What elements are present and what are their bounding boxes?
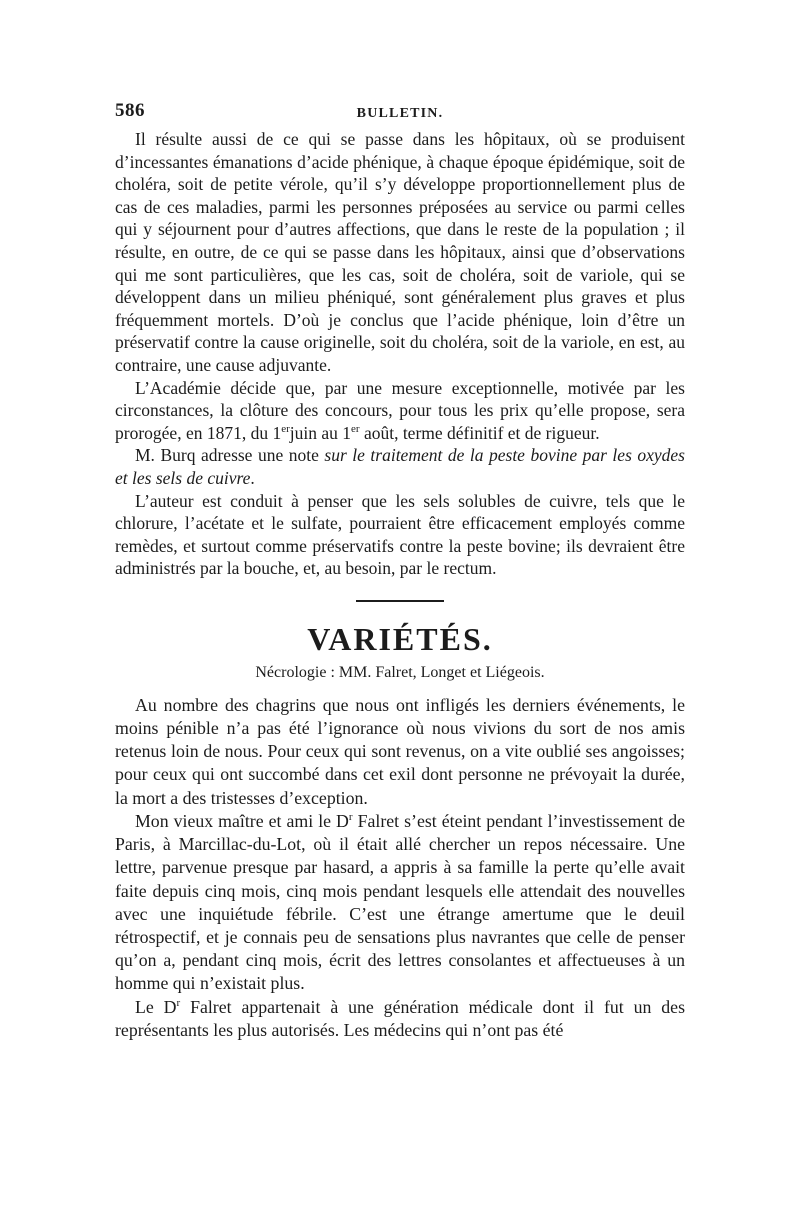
page-number: 586 bbox=[115, 100, 145, 121]
paragraph-phenic-acid: Il résulte aussi de ce qui se passe dans les hôpitaux, où se produisent d’incessantes émanations d’acide phénique, à chaque époque épidémique, soit de choléra, soit de petite vérole, qu’il s’y développe proportionnellement plus de cas de ces maladies, parmi les personnes préposées au service ou parmi celles qui y séjournent pour d’autres affections, que dans le reste de la population ; il résulte, en outre, de ce qui se passe dans les hôpitaux, ainsi que d’observations qui me sont particulières, que les cas, soit de choléra, soit de variole, qui se développent dans un milieu phéniqué, sont généralement plus graves et plus fréquemment mortels. D’où je conclus que l’acide phénique, loin d’être un préservatif contre la cause originelle, soit du choléra, soit de la variole, en est, au contraire, une cause adjuvante. bbox=[115, 129, 685, 375]
section-subtitle: Nécrologie : MM. Falret, Longet et Liégeois. bbox=[255, 663, 545, 681]
academy-end: août, terme définitif et de rigueur. bbox=[359, 422, 600, 443]
generation-tail: Falret appartenait à une génération médicale dont il fut un des représentants les plus autorisés. Les médecins qui n’ont pas été bbox=[115, 996, 685, 1040]
burq-note-title: sur le traitement de la peste bovine par les oxydes et les sels de cuivre bbox=[115, 445, 685, 488]
falret-tail: Falret s’est éteint pendant l’investissement de Paris, à Marcillac-du-Lot, où il était allé chercher un repos nécessaire. Une lettre, parvenue presque par hasard, a appris à sa famille la perte qu’elle avait faite depuis cinq mois, cinq mois pendant lesquels elle attendait des nouvelles avec une inquiétude fébrile. C’est une étrange amertume que le deuil rétrospectif, et je connais peu de sensations plus navrantes que celle de penser qu’on a, pendant cinq mois, écrit des lettres consolantes et affectueuses à un homme qui n’existait plus. bbox=[115, 810, 685, 994]
academy-sup-2: er bbox=[351, 422, 360, 435]
paragraph-academy bbox=[115, 377, 685, 445]
burq-lead: M. Burq adresse une note bbox=[135, 445, 325, 466]
paragraph-copper-salts: L’auteur est conduit à penser que les sels solubles de cuivre, tels que le chlorure, l’acétate et le sulfate, pourraient être efficacement employés comme remèdes, et surtout comme préservatifs contre la peste bovine; ils devraient être administrés par la bouche, et, au besoin, par le rectum. bbox=[115, 490, 685, 579]
paragraph-burq bbox=[115, 444, 685, 489]
generation-lead: Le D bbox=[135, 996, 177, 1017]
paragraph-generation bbox=[115, 996, 685, 1042]
page-header bbox=[115, 100, 685, 126]
falret-sup: r bbox=[348, 810, 353, 823]
falret-lead: Mon vieux maître et ami le D bbox=[135, 810, 349, 831]
section-divider bbox=[356, 600, 444, 602]
academy-sup-1: er bbox=[281, 422, 290, 435]
paragraph-chagrins: Au nombre des chagrins que nous ont infligés les derniers événements, le moins pénible n’a pas été l’ignorance où nous vivions du sort de nos amis retenus loin de nous. Pour ceux qui sont revenus, on a vite oublié ses angoisses; pour ceux qui ont succombé dans cet exil dont personne ne prévoyait la durée, la mort a des tristesses d’exception. bbox=[115, 694, 685, 808]
burq-tail: . bbox=[250, 467, 255, 488]
academy-text: L’Académie décide que, par une mesure exceptionnelle, motivée par les circonstances, la clôture des concours, pour tous les prix qu’elle propose, sera prorogée, en 1871, du 1 bbox=[115, 377, 685, 443]
main-text bbox=[115, 128, 685, 1042]
generation-sup: r bbox=[176, 996, 181, 1009]
varietes-text bbox=[115, 694, 685, 1042]
section-title: VARIÉTÉS. bbox=[307, 620, 493, 657]
running-title: BULLETIN. bbox=[356, 106, 444, 121]
paragraph-falret bbox=[115, 810, 685, 996]
academy-middle: juin au 1 bbox=[289, 422, 352, 443]
